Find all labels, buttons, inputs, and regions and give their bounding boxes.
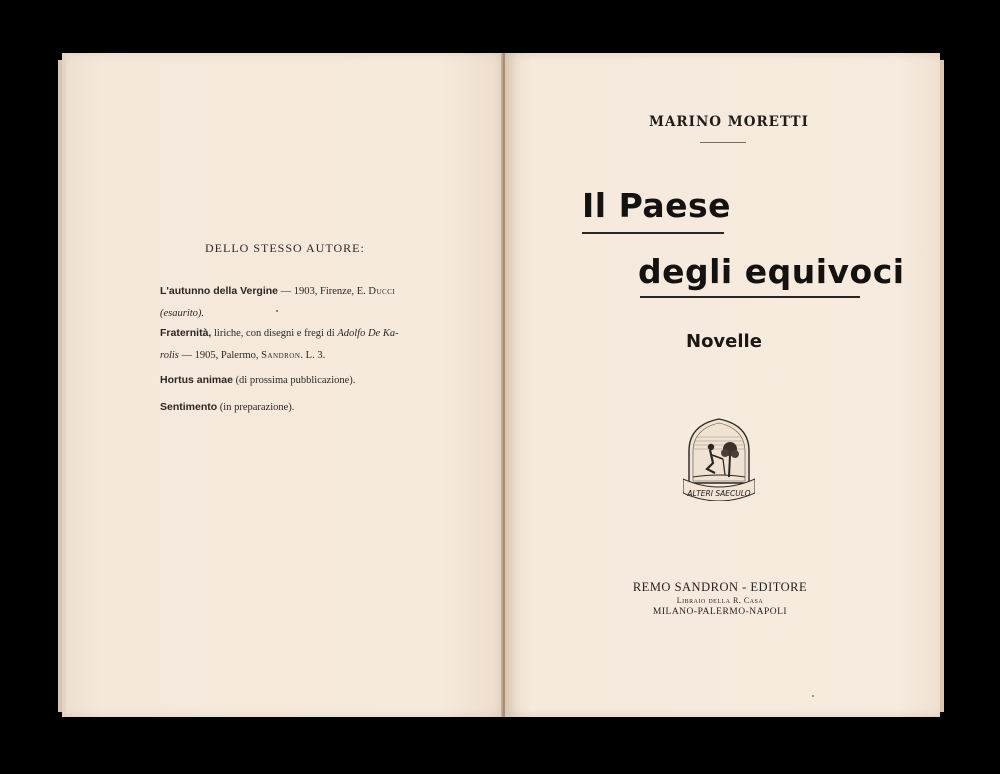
publisher-title: Libraio della R. Casa	[676, 596, 764, 605]
bibliography-entry	[160, 280, 450, 325]
right-page	[505, 53, 940, 717]
book-title-line2: degli equivoci	[638, 252, 905, 291]
ink-speck	[812, 695, 814, 697]
entry-note: (esaurito).	[160, 308, 205, 319]
entry-illustrator-cont: rolis	[160, 350, 179, 361]
entry-details-cont: — 1905, Palermo,	[178, 350, 262, 361]
emblem-motto: ALTERI SAECULO	[687, 489, 751, 498]
title-underline	[640, 296, 860, 298]
entry-illustrator: Adolfo De Ka-	[337, 328, 399, 339]
entry-details: — 1903, Firenze, E.	[278, 286, 369, 297]
bibliography-entry	[160, 396, 450, 419]
entry-price: . L. 3.	[300, 350, 326, 361]
entry-publisher: Sandron	[261, 350, 301, 361]
book-title-line1: Il Paese	[582, 186, 732, 225]
entry-title: Fraternità,	[160, 327, 212, 339]
printer-mark-emblem-icon	[683, 417, 755, 501]
divider-rule	[700, 142, 746, 143]
bibliography-entry	[160, 322, 450, 367]
entry-details: (di prossima pubblicazione).	[232, 375, 356, 386]
entry-title: Hortus animae	[160, 374, 233, 386]
entry-publisher: Ducci	[368, 286, 396, 297]
bibliography-entry	[160, 369, 450, 392]
ink-speck	[276, 310, 278, 312]
entry-title: L'autunno della Vergine	[160, 285, 279, 297]
publisher-cities: MILANO-PALERMO-NAPOLI	[652, 607, 788, 617]
author-name: MARINO MORETTI	[649, 114, 809, 130]
entry-details: liriche, con disegni e fregi di	[211, 328, 338, 339]
right-page-edge	[940, 60, 944, 712]
title-underline	[582, 232, 724, 234]
book-subtitle: Novelle	[686, 331, 762, 352]
entry-details: (in preparazione).	[217, 402, 295, 413]
entry-title: Sentimento	[160, 401, 218, 413]
bibliography-heading: DELLO STESSO AUTORE:	[205, 241, 365, 255]
publisher-name: REMO SANDRON - EDITORE	[632, 580, 808, 594]
